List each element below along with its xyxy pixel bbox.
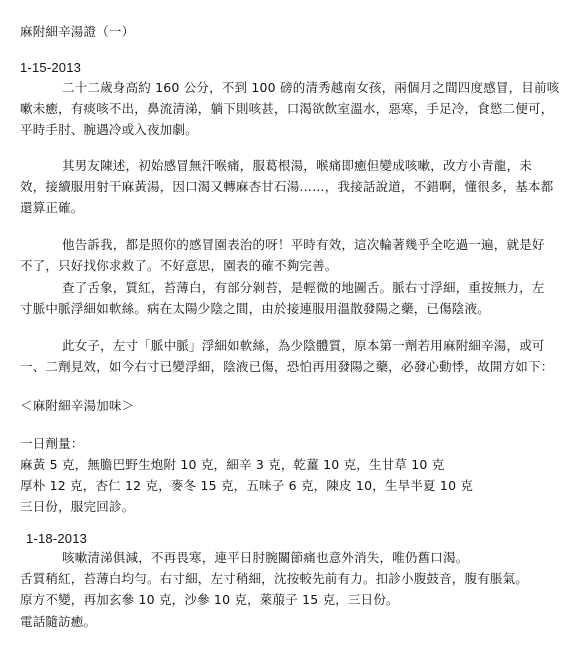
dose-line: 三日份，服完回診。	[20, 499, 135, 514]
paragraph-line: 二十二歲身高約 160 公分，不到 100 磅的清秀越南女孩，兩個月之間四度感冒，目前咳	[62, 80, 560, 95]
paragraph-line: 還算正確。	[20, 200, 84, 215]
entry-date: 1-18-2013	[26, 531, 88, 546]
paragraph-line: 一、二劑見效，如今右寸已變浮細，陰液已傷，恐怕再用發陽之藥，必發心動悸，故開方如下：	[20, 359, 554, 374]
paragraph-line: 此女子，左寸「脈中脈」浮細如軟絲，為少陰體質，原本第一劑若用麻附細辛湯，或可	[62, 338, 545, 353]
paragraph-line: 效，接續服用射干麻黃湯，因口渴又轉麻杏甘石湯……，我接話說道，不錯啊，懂很多，基本都	[20, 179, 554, 194]
followup-line: 咳嗽清涕俱減，不再畏寒，連平日肘腕關節痛也意外消失，唯仍舊口渴。	[62, 550, 469, 565]
paragraph-line: 查了舌象，質紅，苔薄白，有部分剝苔，是輕微的地圖舌。脈右寸浮細，重按無力，左	[62, 280, 545, 295]
paragraph-line: 寸脈中脈浮細如軟絲。病在太陽少陰之間，由於接連服用溫散發陽之藥，已傷陰液。	[20, 301, 490, 316]
followup-line: 舌質稍紅，苔薄白均勻。右寸細，左寸稍細，沈按較先前有力。扣診小腹鼓音，腹有脹氣。	[20, 571, 529, 586]
paragraph-line: 不了，只好找你求救了。不好意思，園表的確不夠完善。	[20, 258, 338, 273]
dose-line: 麻黃 5 克，無膽巴野生炮附 10 克，細辛 3 克，乾薑 10 克，生甘草 10 克	[20, 457, 445, 472]
paragraph-line: 他告訴我，都是照你的感冒園表治的呀！平時有效，這次輪著幾乎全吃過一遍，就是好	[62, 237, 545, 252]
paragraph-line: 其男友陳述，初始感冒無汗喉痛，服葛根湯，喉痛即癒但變成咳嗽，改方小青龍，未	[62, 158, 532, 173]
formula-heading: ＜麻附細辛湯加味＞	[20, 398, 135, 413]
dose-heading: 一日劑量：	[20, 436, 84, 451]
followup-line: 原方不變，再加玄參 10 克，沙參 10 克，萊菔子 15 克，三日份。	[20, 592, 399, 607]
document-title: 麻附細辛湯證（一）	[20, 24, 135, 39]
paragraph-line: 平時手肘、腕遇冷或入夜加劇。	[20, 122, 198, 137]
entry-date: 1-15-2013	[20, 60, 82, 75]
paragraph-line: 嗽未癒，有痰咳不出，鼻流清涕，躺下則咳甚，口渴欲飲室溫水，惡寒，手足冷，食慾二便可，	[20, 101, 554, 116]
followup-line: 電話隨訪癒。	[20, 614, 97, 629]
dose-line: 厚朴 12 克，杏仁 12 克，麥冬 15 克，五味子 6 克，陳皮 10，生旱半夏 10 克	[20, 478, 474, 493]
